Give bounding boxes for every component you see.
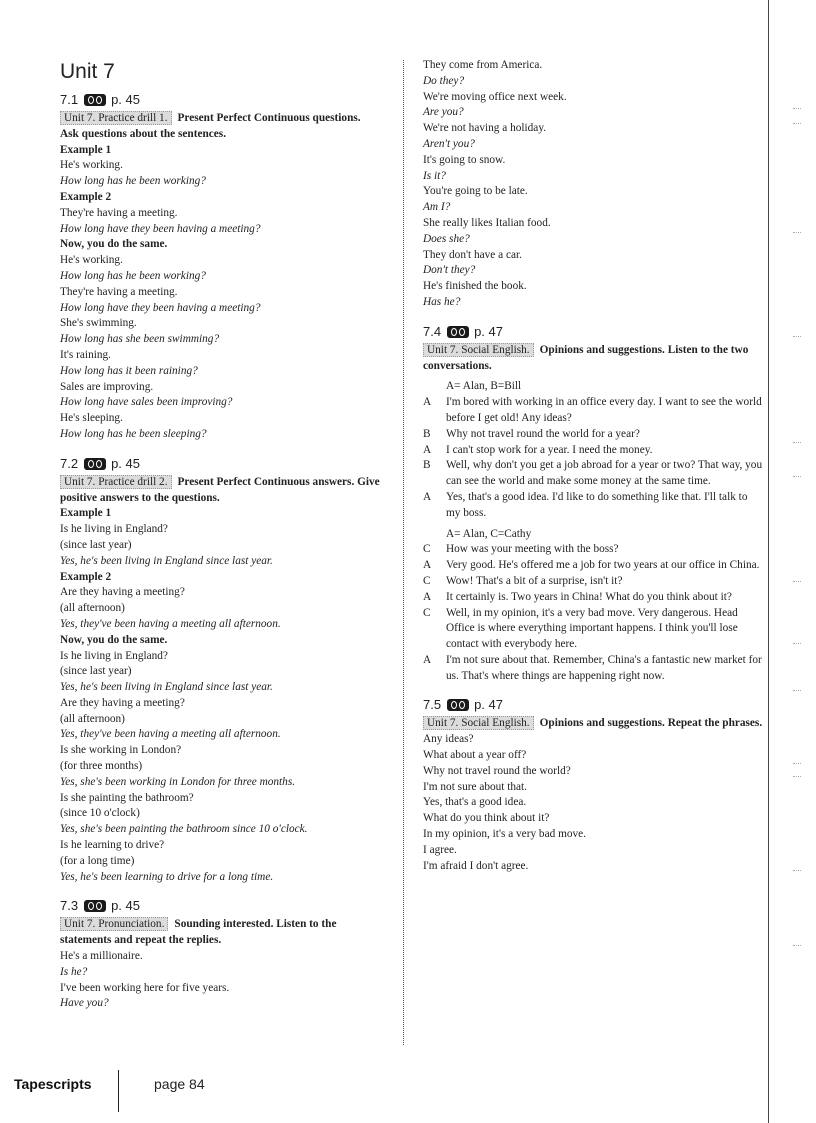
response-line: How long has she been swimming? <box>60 333 220 346</box>
dialogue-text: Why not travel round the world for a year? <box>446 427 640 440</box>
cd-icon <box>447 326 469 338</box>
dialogue-line <box>423 574 763 590</box>
speaker-letter: A <box>423 559 432 572</box>
dialogue-text: I'm bored with working in an office every day. I want to see the world before I get old! Any ideas? <box>446 396 762 424</box>
response-line: How long has he been working? <box>60 175 206 188</box>
unit-tag: Unit 7. Practice drill 1. <box>60 111 172 125</box>
prompt-line: Is she working in London? <box>60 744 182 757</box>
dialogue-line <box>423 458 763 490</box>
unit-tag: Unit 7. Social English. <box>423 343 534 357</box>
response-line: Am I? <box>423 201 451 214</box>
section-number: 7.2 <box>60 455 79 471</box>
prompt-line: He's working. <box>60 254 123 267</box>
instruction-text: Sounding interested. Listen to the statements and repeat the replies. <box>60 918 337 947</box>
speaker-letter: A <box>423 653 432 666</box>
phrase-line: I agree. <box>423 843 457 856</box>
prompt-line: (since 10 o'clock) <box>60 807 140 820</box>
section-intro <box>423 343 763 375</box>
response-line: Does she? <box>423 232 470 245</box>
prompt-line: I've been working here for five years. <box>60 981 230 994</box>
speaker-letter: C <box>423 543 431 556</box>
prompt-line: (for three months) <box>60 760 143 773</box>
prompt-line: He's sleeping. <box>60 412 123 425</box>
response-line: Is it? <box>423 169 446 182</box>
prompt-line: Sales are improving. <box>60 380 154 393</box>
dialogue-text: It certainly is. Two years in China! What do you think about it? <box>446 590 732 603</box>
speaker-letter: C <box>423 606 431 619</box>
section-7-2 <box>60 456 380 886</box>
section-intro <box>60 111 380 143</box>
prompt-line: It's going to snow. <box>423 153 506 166</box>
footer-page-number: page 84 <box>154 1076 205 1092</box>
instruction-text: Present Perfect Continuous questions. Ask questions about the sentences. <box>60 112 361 140</box>
dialogue-text: Very good. He's offered me a job for two years at our office in China. <box>446 559 760 572</box>
response-line: How long have sales been improving? <box>60 396 233 409</box>
instruction-text: Opinions and suggestions. Repeat the phrases. <box>539 717 763 730</box>
section-heading <box>423 697 763 713</box>
response-line: Has he? <box>423 295 461 308</box>
page-reference: p. 47 <box>474 323 503 339</box>
dialogue-text: I can't stop work for a year. I need the money. <box>446 443 653 456</box>
response-line: How long has he been sleeping? <box>60 427 207 440</box>
footer-divider <box>118 1070 119 1112</box>
response-line: Yes, she's been painting the bathroom since 10 o'clock. <box>60 823 308 836</box>
phrase-line: I'm afraid I don't agree. <box>423 859 529 872</box>
prompt-line: (all afternoon) <box>60 712 125 725</box>
prompt-line: Are they having a meeting? <box>60 696 185 709</box>
speaker-letter: A <box>423 490 432 503</box>
section-7-3-continued <box>423 58 763 311</box>
section-intro <box>423 716 763 732</box>
prompt-line: He's finished the book. <box>423 280 527 293</box>
dialogue-line <box>423 653 763 685</box>
phrase-line: What do you think about it? <box>423 812 550 825</box>
prompt-line: (since last year) <box>60 538 132 551</box>
section-number: 7.1 <box>60 92 79 107</box>
example-heading: Example 1 <box>60 143 112 156</box>
example-heading: Now, you do the same. <box>60 633 168 646</box>
response-line: Yes, they've been having a meeting all afternoon. <box>60 728 281 741</box>
dialogue-line <box>423 395 763 427</box>
response-line: Are you? <box>423 106 464 119</box>
dialogue-line <box>423 558 763 574</box>
prompt-line: They're having a meeting. <box>60 206 178 219</box>
section-number: 7.3 <box>60 898 79 914</box>
prompt-line: She really likes Italian food. <box>423 216 551 229</box>
dialogue-line <box>423 606 763 653</box>
page-reference: p. 45 <box>111 898 140 914</box>
conversation-speakers: A= Alan, B=Bill <box>446 380 522 393</box>
response-line: Have you? <box>60 997 109 1010</box>
prompt-line: They come from America. <box>423 59 543 71</box>
prompt-line: Is he living in England? <box>60 649 168 662</box>
phrase-line: Yes, that's a good idea. <box>423 796 527 809</box>
cd-icon <box>84 94 106 106</box>
conversation-speakers: A= Alan, C=Cathy <box>446 527 532 540</box>
response-line: How long have they been having a meeting? <box>60 301 261 314</box>
example-heading: Example 2 <box>60 570 112 583</box>
prompt-line: She's swimming. <box>60 317 137 330</box>
dialogue-line <box>423 490 763 522</box>
phrase-line: What about a year off? <box>423 749 527 762</box>
unit-tag: Unit 7. Social English. <box>423 716 534 730</box>
response-line: Yes, they've been having a meeting all afternoon. <box>60 617 281 630</box>
column-divider <box>403 60 404 1045</box>
edge-marks <box>793 0 801 1123</box>
unit-tag: Unit 7. Practice drill 2. <box>60 475 172 489</box>
response-line: Yes, he's been living in England since last year. <box>60 681 273 694</box>
prompt-line: Is she painting the bathroom? <box>60 791 194 804</box>
prompt-line: Is he learning to drive? <box>60 839 165 852</box>
phrase-line: Why not travel round the world? <box>423 764 571 777</box>
page-reference: p. 47 <box>474 697 503 713</box>
instruction-text: Present Perfect Continuous answers. Give positive answers to the questions. <box>60 475 380 504</box>
phrase-line: Any ideas? <box>423 733 474 746</box>
section-heading <box>60 898 380 914</box>
cd-icon <box>84 458 106 470</box>
phrase-line: In my opinion, it's a very bad move. <box>423 828 586 841</box>
section-7-3 <box>60 898 380 1012</box>
dialogue-text: How was your meeting with the boss? <box>446 543 619 556</box>
section-intro <box>60 917 380 949</box>
response-line: Do they? <box>423 74 465 87</box>
left-sections <box>60 92 380 1012</box>
response-line: How long has it been raining? <box>60 364 198 377</box>
page-title: Unit 7 <box>60 60 115 83</box>
dialogue-line <box>423 590 763 606</box>
response-line: How long has he been working? <box>60 269 206 282</box>
section-intro <box>60 475 380 507</box>
prompt-line: You're going to be late. <box>423 185 528 198</box>
prompt-line: He's a millionaire. <box>60 950 143 963</box>
response-line: Is he? <box>60 965 88 978</box>
section-7-1 <box>60 92 380 443</box>
section-number: 7.4 <box>423 323 442 339</box>
speaker-letter: A <box>423 443 432 456</box>
speaker-letter: C <box>423 574 431 587</box>
prompt-line: It's raining. <box>60 348 111 361</box>
response-line: Aren't you? <box>423 137 475 150</box>
prompt-line: (for a long time) <box>60 854 135 867</box>
example-heading: Now, you do the same. <box>60 238 168 251</box>
right-column <box>423 58 763 887</box>
section-heading <box>60 92 380 108</box>
cd-icon <box>447 699 469 711</box>
response-line: Yes, he's been living in England since last year. <box>60 554 273 567</box>
section-heading <box>60 456 380 472</box>
left-column <box>60 58 380 1025</box>
prompt-line: He's working. <box>60 159 123 172</box>
dialogue-line <box>423 427 763 443</box>
page-reference: p. 45 <box>111 92 140 107</box>
dialogue-line <box>423 443 763 459</box>
response-line: Don't they? <box>423 264 476 277</box>
prompt-line: They're having a meeting. <box>60 285 178 298</box>
cd-icon <box>84 900 106 912</box>
prompt-line: We're not having a holiday. <box>423 122 547 135</box>
prompt-line: (since last year) <box>60 665 132 678</box>
unit-tag: Unit 7. Pronunciation. <box>60 917 168 931</box>
footer-label: Tapescripts <box>14 1076 92 1092</box>
prompt-line: Is he living in England? <box>60 523 168 536</box>
response-line: Yes, she's been working in London for three months. <box>60 775 296 788</box>
speaker-letter: B <box>423 459 431 472</box>
speaker-letter: A <box>423 590 432 603</box>
response-line: Yes, he's been learning to drive for a long time. <box>60 870 274 883</box>
example-heading: Example 1 <box>60 507 112 520</box>
prompt-line: They don't have a car. <box>423 248 522 261</box>
prompt-line: We're moving office next week. <box>423 90 567 103</box>
dialogue-text: Well, in my opinion, it's a very bad move. Very dangerous. Head Office is where everything important happens. I think you'll lose contact with everybody here. <box>446 606 738 651</box>
section-7-5 <box>423 697 763 874</box>
phrase-line: I'm not sure about that. <box>423 780 527 793</box>
dialogue-line <box>423 542 763 558</box>
speaker-letter: B <box>423 427 431 440</box>
section-number: 7.5 <box>423 697 442 713</box>
response-line: How long have they been having a meeting? <box>60 222 261 235</box>
dialogue-text: Yes, that's a good idea. I'd like to do something like that. I'll talk to my boss. <box>446 490 748 519</box>
page-reference: p. 45 <box>111 455 140 471</box>
instruction-text: Opinions and suggestions. Listen to the two conversations. <box>423 343 749 372</box>
section-heading <box>423 324 763 340</box>
prompt-line: Are they having a meeting? <box>60 586 185 599</box>
dialogue-text: Wow! That's a bit of a surprise, isn't it? <box>446 574 623 587</box>
margin-rule <box>768 0 769 1123</box>
speaker-letter: A <box>423 396 432 409</box>
example-heading: Example 2 <box>60 190 112 203</box>
dialogue-text: Well, why don't you get a job abroad for a year or two? That way, you can see the world and make some money at the same time. <box>446 459 763 488</box>
dialogue-text: I'm not sure about that. Remember, China's a fantastic new market for us. That's where things are happening right now. <box>446 653 762 682</box>
section-7-4 <box>423 324 763 685</box>
prompt-line: (all afternoon) <box>60 602 125 615</box>
